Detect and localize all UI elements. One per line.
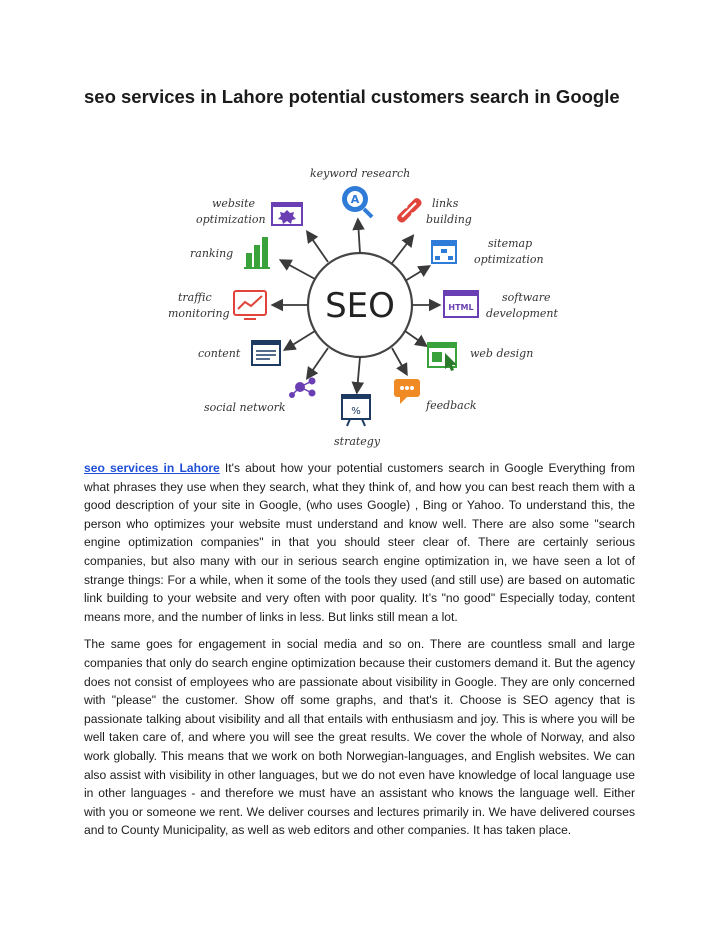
feedback-icon	[394, 379, 420, 404]
label-sitemap: sitemap	[488, 237, 533, 250]
label-monitoring: monitoring	[168, 307, 230, 320]
label-website: website	[212, 197, 256, 210]
label-software: software	[502, 291, 551, 304]
paragraph-1	[84, 459, 635, 626]
ranking-icon	[244, 237, 270, 268]
label-web-design: web design	[470, 347, 534, 360]
seo-diagram	[160, 155, 560, 455]
label-sitemap-optimization: optimization	[474, 253, 544, 266]
svg-text:HTML: HTML	[448, 303, 474, 312]
paragraph-1-text: It's about how your potential customers search in Google Everything from what phrases they use when they search, what they think of, and how you can best reach them with a good description of your site in Google, (who uses Google) , Bing or Yahoo. To understand this, the person who optimizes your website must understand and know well. There are also some "search engine optimization companies" in that you should steer clear of. There are certainly serious companies, but also many with our in serious search engine optimization in, we have seen a lot of strange things: For a while, when it some of the tools they used (and still use) are based on automatic link building to your website and very often with poor quality. It’s "no good" Especially today, content means more, and the number of links in less. But links still mean a lot.	[84, 461, 635, 624]
label-traffic: traffic	[178, 291, 212, 304]
paragraph-2: The same goes for engagement in social media and so on. There are countless small and large companies that only do search engine optimization because their customers demand it. But the agency does not consist of employees who are passionate about visibility in Google. They are only concerned with "please" the customer. Show off some graphs, and that's it. Choose is SEO agency that is passionate talking about visibility and all that entails with enthusiasm and joy. This is where you will be well taken care of, and where you will see the great results. We cover the whole of Norway, and also work globally. This means that we work on both Norwegian-languages, and English websites. We can also assist with visibility in other languages, but we do not even have knowledge of local language use in other languages - and therefore we must have an assistant who knows the language well. Either with you or someone we rent. We deliver courses and lectures primarily in. We have delivered courses and to County Municipality, as well as web editors and other companies. It has taken place.	[84, 637, 635, 838]
label-building: building	[426, 213, 472, 226]
seo-diagram-svg	[160, 155, 560, 455]
content-icon	[252, 341, 280, 365]
svg-text:%: %	[351, 406, 361, 417]
search-icon	[342, 186, 372, 217]
website-optimization-icon	[272, 203, 302, 225]
label-social-network: social network	[204, 401, 286, 414]
seo-services-link[interactable]: seo services in Lahore	[84, 461, 220, 475]
label-links: links	[432, 197, 459, 210]
article-body	[84, 459, 635, 849]
label-feedback: feedback	[426, 399, 477, 412]
label-strategy: strategy	[334, 435, 381, 448]
page-title: seo services in Lahore potential customers search in Google	[84, 86, 620, 107]
seo-center-label: SEO	[325, 286, 395, 326]
label-keyword-research: keyword research	[310, 167, 411, 180]
strategy-icon	[342, 395, 370, 426]
sitemap-icon	[432, 241, 456, 263]
label-development: development	[486, 307, 558, 320]
traffic-monitoring-icon	[234, 291, 266, 319]
web-design-icon	[428, 343, 457, 371]
html-icon	[444, 291, 478, 317]
label-website-optimization: optimization	[196, 213, 266, 226]
label-ranking: ranking	[190, 247, 234, 260]
social-network-icon	[289, 378, 316, 399]
link-icon	[396, 197, 424, 225]
svg-text:A: A	[350, 193, 360, 206]
label-content: content	[198, 347, 241, 360]
